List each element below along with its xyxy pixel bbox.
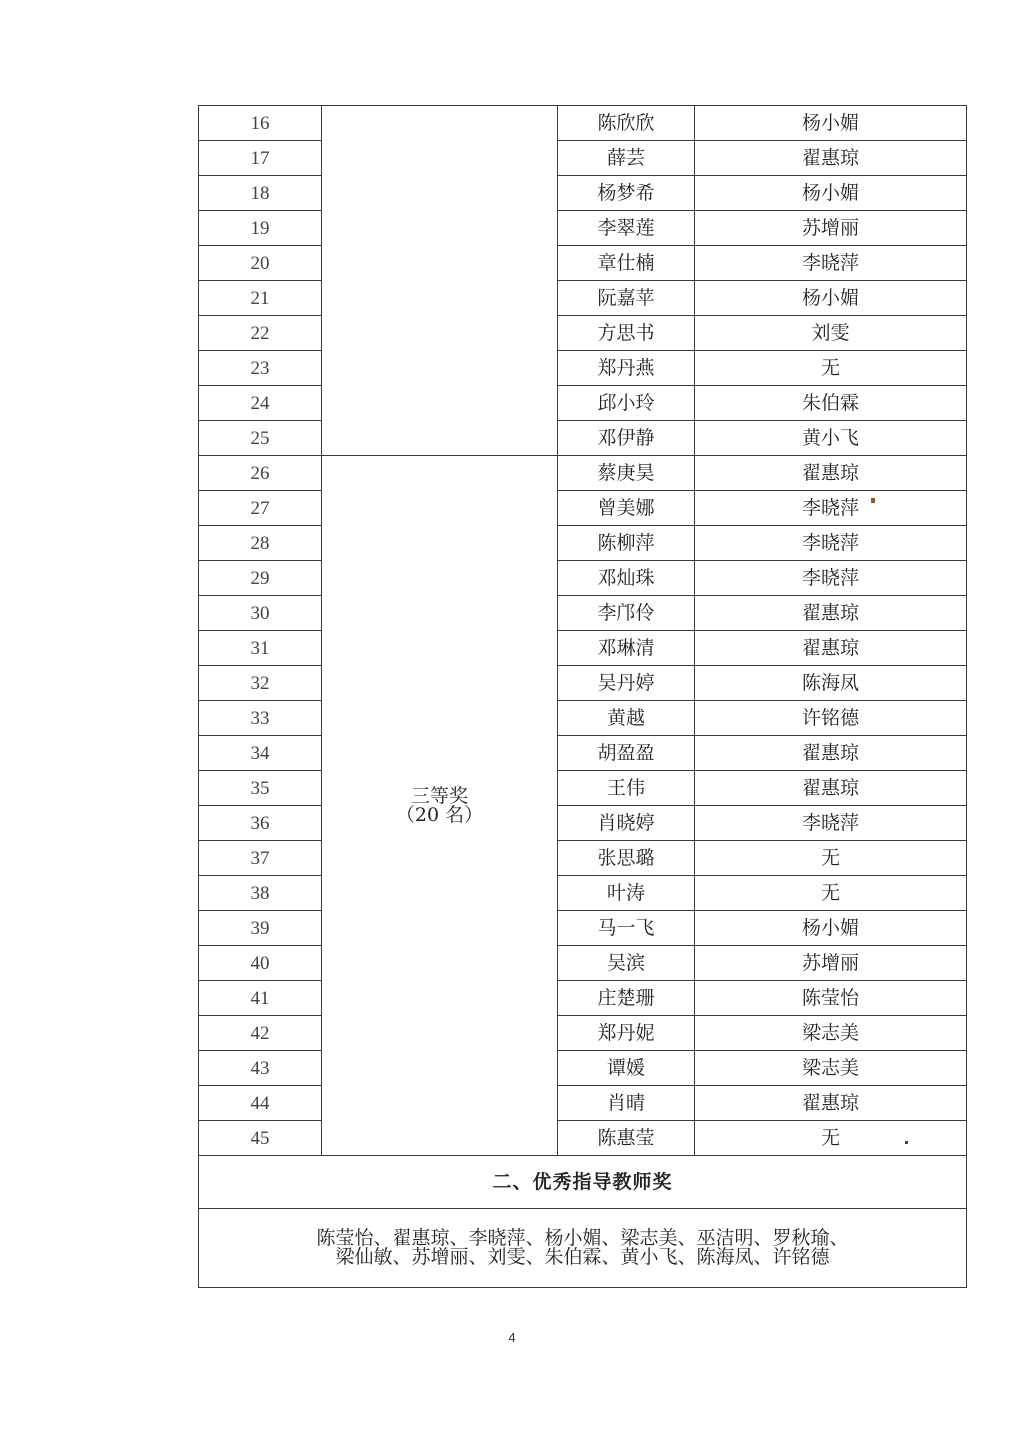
student-name: 李翠莲: [558, 211, 695, 246]
table-row: [199, 1051, 967, 1086]
page-number: 4: [508, 1330, 516, 1345]
student-name: 蔡庚昊: [558, 456, 695, 491]
row-number: 25: [199, 421, 322, 456]
table-row: [199, 771, 967, 806]
row-number: 38: [199, 876, 322, 911]
table-row: [199, 1121, 967, 1156]
instructor-name: 翟惠琼: [695, 631, 967, 666]
table-row: [199, 421, 967, 456]
table-row: [199, 736, 967, 771]
table-row: [199, 666, 967, 701]
student-name: 曾美娜: [558, 491, 695, 526]
table-row: [199, 141, 967, 176]
instructor-name: 杨小媚: [695, 176, 967, 211]
table-row: [199, 911, 967, 946]
student-name: 章仕楠: [558, 246, 695, 281]
instructor-name: 杨小媚: [695, 911, 967, 946]
student-name: 肖晴: [558, 1086, 695, 1121]
table-row: [199, 806, 967, 841]
third-prize-label: 三等奖: [410, 784, 468, 807]
table-row: [199, 701, 967, 736]
student-name: 邓伊静: [558, 421, 695, 456]
row-number: 26: [199, 456, 322, 491]
student-name: 阮嘉苹: [558, 281, 695, 316]
instructor-name: 无: [695, 1121, 967, 1156]
student-name: 邓琳清: [558, 631, 695, 666]
table-row: [199, 386, 967, 421]
table-row: [199, 596, 967, 631]
student-name: 陈柳萍: [558, 526, 695, 561]
row-number: 40: [199, 946, 322, 981]
table-row: [199, 281, 967, 316]
instructor-name: 陈莹怡: [695, 981, 967, 1016]
row-number: 42: [199, 1016, 322, 1051]
scan-speck: [905, 1141, 908, 1144]
row-number: 21: [199, 281, 322, 316]
row-number: 31: [199, 631, 322, 666]
award-table-body: [199, 106, 967, 1156]
student-name: 邓灿珠: [558, 561, 695, 596]
student-name: 黄越: [558, 701, 695, 736]
table-row: [199, 106, 967, 141]
student-name: 陈欣欣: [558, 106, 695, 141]
table-row: [199, 841, 967, 876]
row-number: 44: [199, 1086, 322, 1121]
instructor-name: 许铭德: [695, 701, 967, 736]
instructor-name: 梁志美: [695, 1016, 967, 1051]
instructor-name: 李晓萍: [695, 491, 967, 526]
instructor-name: 黄小飞: [695, 421, 967, 456]
row-number: 24: [199, 386, 322, 421]
instructor-name: 朱伯霖: [695, 386, 967, 421]
instructor-name: 翟惠琼: [695, 141, 967, 176]
instructor-name: 翟惠琼: [695, 456, 967, 491]
third-prize-count: （20 名）: [395, 803, 484, 826]
row-number: 36: [199, 806, 322, 841]
row-number: 19: [199, 211, 322, 246]
table-row: [199, 1016, 967, 1051]
section-title-excellent-teacher-award: 二、优秀指导教师奖: [199, 1156, 967, 1209]
row-number: 43: [199, 1051, 322, 1086]
table-row: [199, 1086, 967, 1121]
instructor-name: 李晓萍: [695, 526, 967, 561]
student-name: 杨梦希: [558, 176, 695, 211]
instructor-name: 杨小媚: [695, 281, 967, 316]
award-cell-third-prize: [322, 456, 558, 1156]
table-row: [199, 631, 967, 666]
student-name: 郑丹燕: [558, 351, 695, 386]
table-row: [199, 491, 967, 526]
student-name: 肖晓婷: [558, 806, 695, 841]
student-name: 邱小玲: [558, 386, 695, 421]
table-row: [199, 946, 967, 981]
row-number: 35: [199, 771, 322, 806]
instructor-name: 陈海凤: [695, 666, 967, 701]
row-number: 32: [199, 666, 322, 701]
row-number: 28: [199, 526, 322, 561]
instructor-name: 苏增丽: [695, 946, 967, 981]
table-row: [199, 876, 967, 911]
student-name: 谭媛: [558, 1051, 695, 1086]
instructor-name: 无: [695, 841, 967, 876]
row-number: 18: [199, 176, 322, 211]
row-number: 30: [199, 596, 322, 631]
table-row: [199, 981, 967, 1016]
table-row: [199, 351, 967, 386]
table-row: [199, 316, 967, 351]
row-number: 37: [199, 841, 322, 876]
instructor-name: 刘雯: [695, 316, 967, 351]
instructor-name: 翟惠琼: [695, 736, 967, 771]
instructor-name: 翟惠琼: [695, 596, 967, 631]
student-name: 吴滨: [558, 946, 695, 981]
student-name: 方思书: [558, 316, 695, 351]
instructor-name: 李晓萍: [695, 246, 967, 281]
instructor-name: 苏增丽: [695, 211, 967, 246]
instructor-name: 无: [695, 876, 967, 911]
row-number: 23: [199, 351, 322, 386]
row-number: 34: [199, 736, 322, 771]
table-row: [199, 526, 967, 561]
student-name: 马一飞: [558, 911, 695, 946]
student-name: 陈惠莹: [558, 1121, 695, 1156]
table-row: [199, 561, 967, 596]
instructor-name: 无: [695, 351, 967, 386]
student-name: 薛芸: [558, 141, 695, 176]
instructor-name: 翟惠琼: [695, 771, 967, 806]
student-name: 吴丹婷: [558, 666, 695, 701]
student-name: 庄楚珊: [558, 981, 695, 1016]
excellent-teacher-list: [199, 1209, 967, 1288]
instructor-name: 梁志美: [695, 1051, 967, 1086]
section-2: [199, 1156, 967, 1288]
table-row: [199, 176, 967, 211]
student-name: 王伟: [558, 771, 695, 806]
row-number: 33: [199, 701, 322, 736]
student-name: 胡盈盈: [558, 736, 695, 771]
student-name: 张思璐: [558, 841, 695, 876]
row-number: 20: [199, 246, 322, 281]
table-row: [199, 211, 967, 246]
row-number: 27: [199, 491, 322, 526]
table-row: [199, 246, 967, 281]
award-cell-second-prize-continued: [322, 106, 558, 456]
row-number: 29: [199, 561, 322, 596]
student-name: 叶涛: [558, 876, 695, 911]
instructor-name: 李晓萍: [695, 561, 967, 596]
teacher-list-line-1: 陈莹怡、翟惠琼、李晓萍、杨小媚、梁志美、巫洁明、罗秋瑜、: [316, 1227, 849, 1249]
teacher-list-line-2: 梁仙敏、苏增丽、刘雯、朱伯霖、黄小飞、陈海凤、许铭德: [335, 1246, 830, 1268]
row-number: 39: [199, 911, 322, 946]
instructor-name: 杨小媚: [695, 106, 967, 141]
row-number: 16: [199, 106, 322, 141]
row-number: 17: [199, 141, 322, 176]
student-name: 郑丹妮: [558, 1016, 695, 1051]
row-number: 41: [199, 981, 322, 1016]
row-number: 22: [199, 316, 322, 351]
instructor-name: 李晓萍: [695, 806, 967, 841]
student-name: 李邝伶: [558, 596, 695, 631]
scan-speck: [871, 498, 875, 503]
award-table: [198, 105, 967, 1288]
instructor-name: 翟惠琼: [695, 1086, 967, 1121]
row-number: 45: [199, 1121, 322, 1156]
table-row: [199, 456, 967, 491]
